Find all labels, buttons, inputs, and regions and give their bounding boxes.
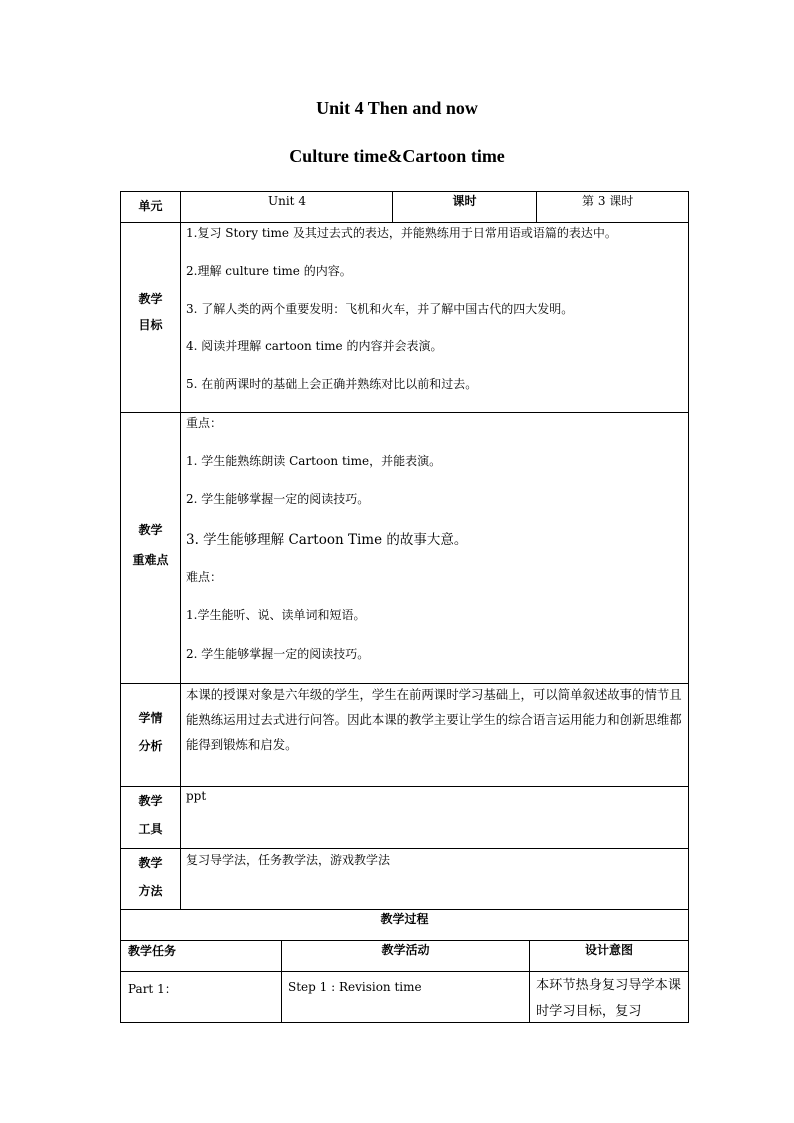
unit-value: Unit 4 (268, 194, 306, 208)
process-heading: 教学过程 (380, 912, 429, 926)
list-item: 3. 了解人类的两个重要发明：飞机和火车，并了解中国古代的四大发明。 (186, 302, 574, 316)
col-header-task: 教学任务 (128, 944, 177, 958)
focus-heading: 重点： (186, 416, 223, 430)
list-item: 2. 学生能够掌握一定的阅读技巧。 (186, 492, 370, 506)
difficulty-heading: 难点： (186, 570, 223, 584)
activity-cell: Step 1 : Revision time (288, 980, 422, 994)
list-item: 2.理解 culture time 的内容。 (186, 264, 352, 278)
tools-label: 教学 工具 (138, 794, 163, 836)
methods-value: 复习导学法，任务教学法，游戏教学法 (186, 853, 391, 867)
list-item: 1. 学生能熟练朗读 Cartoon time，并能表演。 (186, 454, 442, 468)
list-item: 5. 在前两课时的基础上会正确并熟练对比以前和过去。 (186, 377, 478, 391)
task-cell: Part 1： (128, 982, 177, 996)
period-value: 第 3 课时 (582, 194, 634, 208)
list-item: 2. 学生能够掌握一定的阅读技巧。 (186, 647, 370, 661)
analysis-label: 学情 分析 (138, 711, 163, 753)
page-subtitle: Culture time&Cartoon time (289, 146, 505, 166)
unit-label: 单元 (138, 199, 163, 213)
methods-label: 教学 方法 (138, 856, 163, 898)
col-header-activity: 教学活动 (381, 943, 430, 957)
list-item: 1.学生能听、说、读单词和短语。 (186, 608, 366, 622)
tools-value: ppt (186, 789, 207, 803)
analysis-text: 本课的授课对象是六年级的学生，学生在前两课时学习基础上，可以简单叙述故事的情节且能熟练运用过去式进行问答。因此本课的教学主要让学生的综合语言运用能力和创新思维都能得到锻炼和启发。 (186, 687, 682, 752)
list-item: 3. 学生能够理解 Cartoon Time 的故事大意。 (186, 532, 468, 548)
list-item: 4. 阅读并理解 cartoon time 的内容并会表演。 (186, 339, 443, 353)
col-header-intent: 设计意图 (584, 943, 633, 957)
list-item: 1.复习 Story time 及其过去式的表达，并能熟练用于日常用语或语篇的表达中。 (186, 226, 617, 240)
intent-cell: 本环节热身复习导学本课时学习目标，复习 (536, 978, 682, 1019)
objectives-label: 教学 目标 (138, 292, 163, 332)
page-title: Unit 4 Then and now (316, 98, 478, 118)
key-points-label: 教学 重难点 (132, 523, 169, 567)
period-label: 课时 (452, 194, 477, 208)
